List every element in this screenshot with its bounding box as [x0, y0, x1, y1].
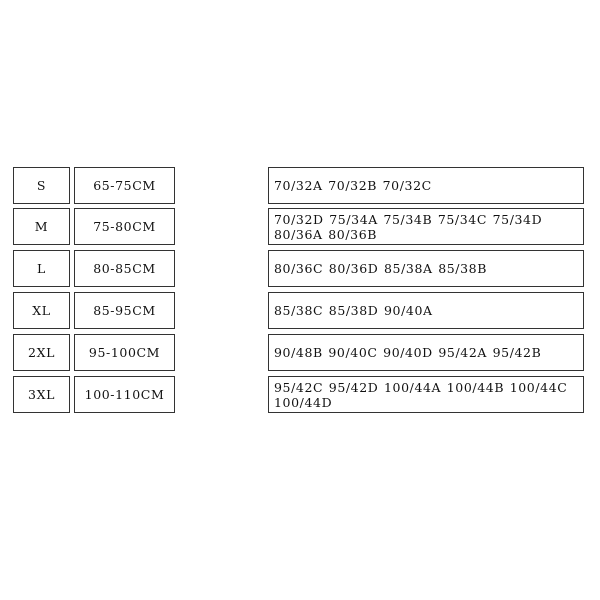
size-row-3xl — [0, 376, 600, 413]
size-row-2xl — [0, 334, 600, 371]
size-cell: 3XL — [13, 376, 70, 413]
bra-sizes-cell: 90/48B 90/40C 90/40D 95/42A 95/42B — [268, 334, 584, 371]
bra-sizes-cell: 70/32D 75/34A 75/34B 75/34C 75/34D 80/36A 80/36B — [268, 208, 584, 245]
measurement-range-cell: 80-85CM — [74, 250, 175, 287]
bra-sizes-cell: 80/36C 80/36D 85/38A 85/38B — [268, 250, 584, 287]
measurement-range-cell: 100-110CM — [74, 376, 175, 413]
bra-sizes-cell: 95/42C 95/42D 100/44A 100/44B 100/44C 100/44D — [268, 376, 584, 413]
size-cell: XL — [13, 292, 70, 329]
measurement-range-cell: 65-75CM — [74, 167, 175, 204]
measurement-range-cell: 95-100CM — [74, 334, 175, 371]
size-cell: L — [13, 250, 70, 287]
bra-sizes-cell: 70/32A 70/32B 70/32C — [268, 167, 584, 204]
measurement-range-cell: 85-95CM — [74, 292, 175, 329]
size-cell: M — [13, 208, 70, 245]
bra-sizes-cell: 85/38C 85/38D 90/40A — [268, 292, 584, 329]
size-row-s — [0, 167, 600, 204]
size-row-xl — [0, 292, 600, 329]
size-row-l — [0, 250, 600, 287]
size-cell: S — [13, 167, 70, 204]
measurement-range-cell: 75-80CM — [74, 208, 175, 245]
size-row-m — [0, 208, 600, 245]
size-cell: 2XL — [13, 334, 70, 371]
